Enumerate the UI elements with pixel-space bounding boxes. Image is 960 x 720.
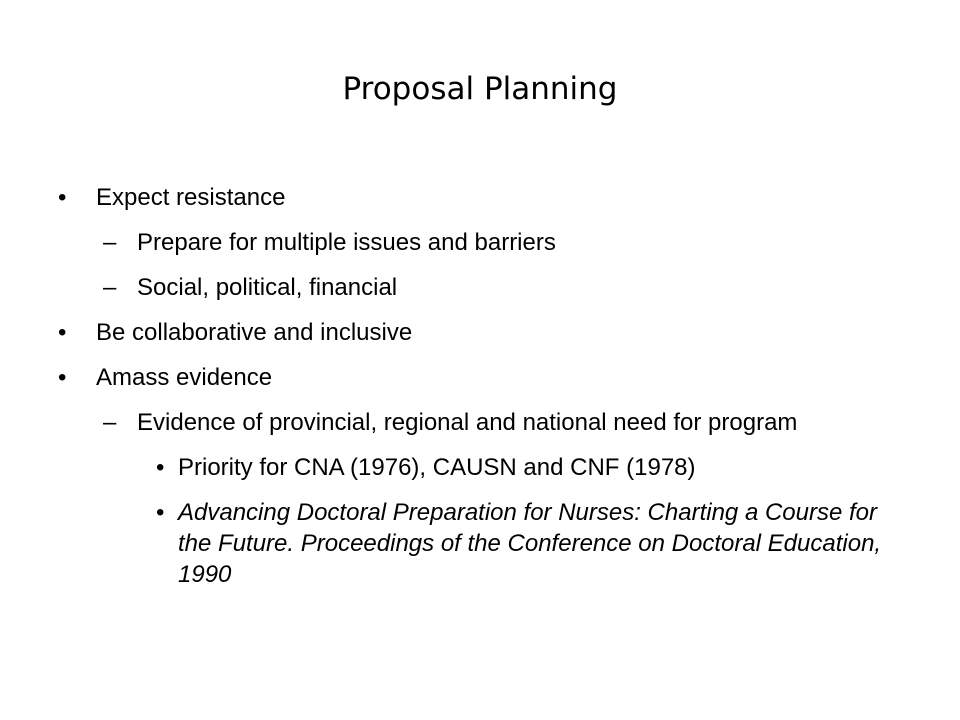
dash-marker: – bbox=[103, 409, 117, 436]
slide-title: Proposal Planning bbox=[342, 71, 618, 107]
dash-marker: – bbox=[103, 229, 117, 256]
dash-marker: – bbox=[103, 274, 117, 301]
sub-bullet-text: Prepare for multiple issues and barriers bbox=[137, 229, 556, 256]
sub-bullet-text: Social, political, financial bbox=[137, 274, 398, 301]
bullet-text: Be collaborative and inclusive bbox=[96, 319, 413, 346]
bullet-text: Expect resistance bbox=[96, 184, 286, 211]
sub-bullet-item-evidence bbox=[58, 402, 898, 443]
sub-sub-bullet-item-proceedings bbox=[58, 492, 898, 595]
sub-bullet-text: Evidence of provincial, regional and national need for program bbox=[137, 409, 798, 436]
sub-bullet-item-prepare bbox=[58, 222, 898, 263]
sub-sub-bullet-text: Advancing Doctoral Preparation for Nurses: Charting a Course for the Future. Proceedings of the Conference on Doctoral Education, 1990 bbox=[178, 499, 882, 588]
sub-sub-bullet-item-priority bbox=[58, 447, 898, 488]
bullet-text: Amass evidence bbox=[96, 364, 273, 391]
bullet-marker: • bbox=[58, 319, 67, 346]
bullet-marker: • bbox=[156, 499, 165, 526]
bullet-marker: • bbox=[156, 454, 165, 481]
bullet-list bbox=[58, 177, 898, 595]
slide-body bbox=[58, 173, 898, 595]
bullet-marker: • bbox=[58, 364, 67, 391]
sub-sub-bullet-text: Priority for CNA (1976), CAUSN and CNF (1978) bbox=[178, 454, 696, 481]
bullet-item-expect-resistance bbox=[58, 177, 898, 218]
bullet-marker: • bbox=[58, 184, 67, 211]
sub-bullet-item-social bbox=[58, 267, 898, 308]
bullet-item-amass-evidence bbox=[58, 357, 898, 398]
bullet-item-collaborative bbox=[58, 312, 898, 353]
